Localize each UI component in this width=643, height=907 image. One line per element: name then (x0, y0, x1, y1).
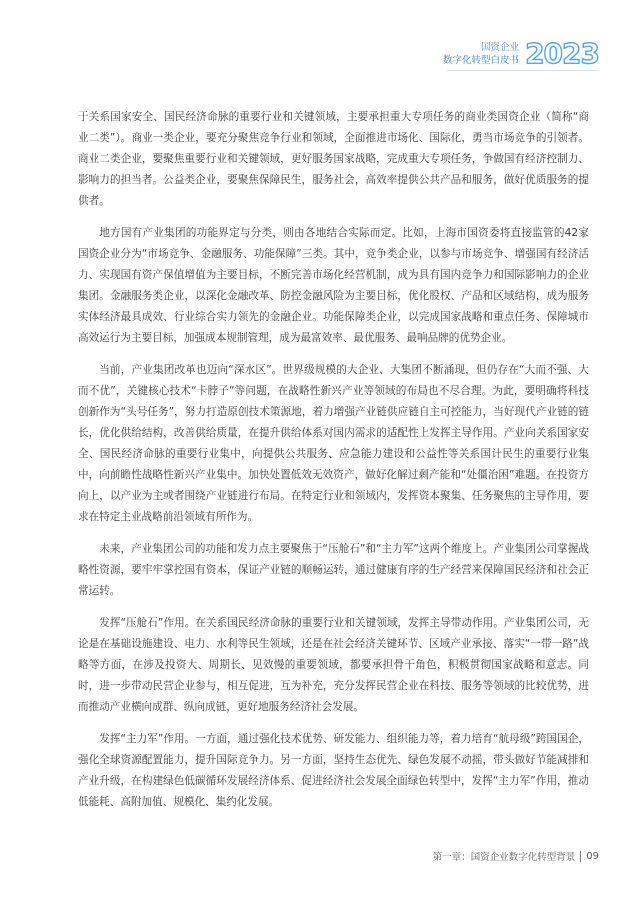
footer-divider (580, 851, 581, 862)
page-footer (0, 849, 599, 863)
body-text (78, 107, 589, 824)
paragraph-2: 地方国有产业集团的功能界定与分类，则由各地结合实际而定。比如，上海市国资委将直接监管的42家国资企业分为“市场竞争、金融服务、功能保障”三类。其中，竞争类企业，以参与市场竞争、增强国有经济活力、实现国有资产保值增值为主要目标，不断完善市场化经营机制，成为具有国内竞争力和国际影响力的企业集团。金融服务类企业，以深化金融改革、防控金融风险为主要目标，优化股权、产品和区域结构，成为服务实体经济最具成效、行业综合实力领先的金融企业。功能保障类企业，以完成国家战略和重点任务、保障城市高效运行为主要目标，加强成本规制管理，成为最富效率、最优服务、最响品牌的优势企业。 (78, 227, 589, 344)
paragraph-3: 当前，产业集团改革也迈向“深水区”。世界级规模的大企业、大集团不断涌现，但仍存在“大而不强、大而不优”，关键核心技术“卡脖子”等问题，在战略性新兴产业等领域的布局也不尽合理。为此，要明确将科技创新作为“头号任务”，努力打造原创技术策源地，着力增强产业链供应链自主可控能力，当好现代产业链的链长，优化供给结构，改善供给质量，在提升供给体系对国内需求的适配性上发挥主导作用。产业向关系国家安全、国民经济命脉的重要行业集中，向提供公共服务、应急能力建设和公益性等关系国计民生的重要行业集中，向前瞻性战略性新兴产业集中。加快处置低效无效资产，做好化解过剩产能和“处僵治困”难题。在投资方向上，以产业为主或者围绕产业链进行布局。在特定行业和领域内，发挥资本聚集、任务聚焦的主导作用，要求在特定主业战略前沿领域有所作为。 (78, 364, 589, 523)
paragraph-6: 发挥“主力军”作用。一方面，通过强化技术优势、研发能力、组织能力等，着力培育“航母级”跨国国企，强化全球资源配置能力，提升国际竞争力。另一方面，坚持生态优先、绿色发展不动摇，带头做好节能减排和产业升级，在构建绿色低碳循环发展经济体系、促进经济社会发展全面绿色转型中，发挥“主力军”作用，推动低能耗、高附加值、规模化、集约化发展。 (78, 733, 589, 808)
header-divider (447, 70, 599, 71)
page-number: 09 (586, 850, 599, 862)
paragraph-5: 发挥“压舱石”作用。在关系国民经济命脉的重要行业和关键领域，发挥主导带动作用。产业集团公司，无论是在基础设施建设、电力、水利等民生领域，还是在社会经济关键环节、区域产业承接、落实“一带一路”战略等方面，在涉及投资大、周期长、见效慢的重要领域，都要承担骨干角色，积极贯彻国家战略和意志。同时，进一步带动民营企业参与，相互促进，互为补充，充分发挥民营企业在科技、服务等领域的比较优势，进而推动产业横向成群、纵向成链，更好地服务经济社会发展。 (78, 617, 589, 713)
header-title-line1: 国资企业 (481, 42, 520, 53)
footer-chapter-title: 第一章：国资企业数字化转型背景 (432, 852, 576, 863)
header-year: 2023 (525, 37, 599, 70)
paragraph-4: 未来，产业集团公司的功能和发力点主要聚焦于“压舱石”和“主力军”这两个维度上。产业集团公司掌握战略性资源，要牢牢掌控国有资本，保证产业链的顺畅运转，通过健康有序的生产经营来保障国民经济和社会正常运转。 (78, 543, 589, 597)
header-title-block (443, 41, 519, 67)
header-title-line2: 数字化转型白皮书 (443, 55, 520, 66)
paragraph-1: 于关系国家安全、国民经济命脉的重要行业和关键领域，主要承担重大专项任务的商业类国资企业（简称“商业二类”）。商业一类企业，要充分聚焦竞争行业和领域，全面推进市场化、国际化，勇当市场竞争的引领者。商业二类企业，要聚焦重要行业和关键领域，更好服务国家战略，完成重大专项任务，争做国有经济控制力、影响力的担当者。公益类企业，要聚焦保障民生，服务社会，高效率提供公共产品和服务，做好优质服务的提供者。 (78, 111, 589, 207)
page-header (443, 34, 599, 74)
